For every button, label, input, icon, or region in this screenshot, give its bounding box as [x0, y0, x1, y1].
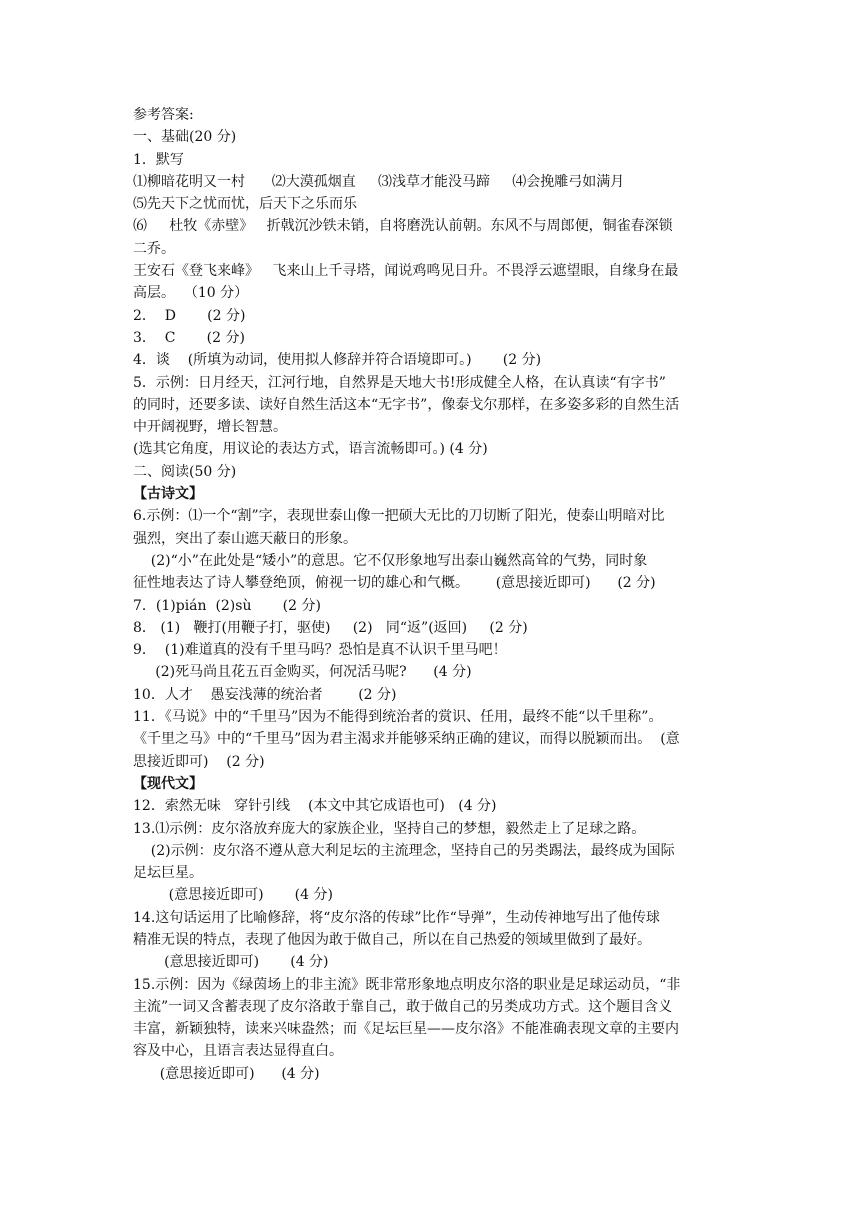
answer-line: 2． D (2 分) [133, 307, 246, 324]
answer-line: 14.这句话运用了比喻修辞，将“皮尔洛的传球”比作“导弹”，生动传神地写出了他传球 [133, 909, 660, 926]
answer-line: 的同时，还要多读、读好自然生活这本“无字书”，像泰戈尔那样，在多姿多彩的自然生活 [133, 396, 680, 413]
section-heading-reading: 二、阅读(50 分) [133, 463, 237, 480]
answer-line: 4．谈 (所填为动词，使用拟人修辞并符合语境即可。) (2 分) [133, 352, 542, 369]
answer-line: 13.⑴示例：皮尔洛放弃庞大的家族企业，坚持自己的梦想，毅然走上了足球之路。 [133, 820, 646, 837]
answer-line: 二乔。 [133, 240, 175, 257]
answer-line: (2)死马尚且花五百金购买，何况活马呢? (4 分) [133, 664, 472, 681]
answer-line: ⑹ 杜牧《赤壁》 折戟沉沙铁未销，自将磨洗认前朝。东风不与周郎便，铜雀春深锁 [133, 218, 673, 235]
answer-line: 11．《马说》中的“千里马”因为不能得到统治者的赏识、任用，最终不能“以千里称”。 [133, 709, 663, 726]
answer-line: ⑴柳暗花明又一村 ⑵大漠孤烟直 ⑶浅草才能没马蹄 ⑷会挽雕弓如满月 [133, 173, 625, 190]
answer-line: 9． (1)难道真的没有千里马吗？恐怕是真不认识千里马吧！ [133, 642, 507, 659]
answer-line: 3． C (2 分) [133, 329, 245, 346]
answer-line: (意思接近即可) (4 分) [133, 1065, 320, 1082]
answer-line: 精准无误的特点，表现了他因为敢于做自己，所以在自己热爱的领域里做到了最好。 [133, 931, 651, 948]
answer-line: 中开阔视野，增长智慧。 [133, 419, 287, 436]
answer-line: 10．人才 愚妄浅薄的统治者 (2 分) [133, 686, 397, 703]
answer-line: 6.示例：⑴一个“割”字，表现世泰山像一把硕大无比的刀切断了阳光，使泰山明暗对比 [133, 508, 665, 525]
answer-line: 7．(1)pián (2)sù (2 分) [133, 597, 321, 614]
answer-line: ⑸先天下之忧而忧，后天下之乐而乐 [133, 196, 357, 213]
answer-line: 12．索然无味 穿针引线 (本文中其它成语也可) (4 分) [133, 798, 497, 815]
doc-title: 参考答案: [133, 107, 194, 123]
answer-line: 思接近即可) (2 分) [133, 753, 265, 770]
answer-line: 强烈，突出了泰山遮天蔽日的形象。 [133, 530, 357, 547]
answer-line: 15.示例：因为《绿茵场上的非主流》既非常形象地点明皮尔洛的职业是足球运动员，“非 [133, 976, 681, 993]
answer-line: 高层。 （10 分） [133, 285, 249, 302]
answer-line: (2)示例：皮尔洛不遵从意大利足坛的主流理念，坚持自己的另类踢法，最终成为国际 [133, 842, 675, 859]
answer-line: 丰富，新颖独特，读来兴味盎然；而《足坛巨星——皮尔洛》不能准确表现文章的主要内 [133, 1021, 679, 1038]
answer-line: 容及中心，且语言表达显得直白。 [133, 1043, 343, 1060]
answer-key-body [133, 104, 733, 1085]
subsection-heading-modern: 【现代文】 [133, 775, 203, 792]
question-1-heading: 1．默写 [133, 151, 184, 168]
answer-line: 主流”一词又含蓄表现了皮尔洛敢于靠自己，敢于做自己的另类成功方式。这个题目含义 [133, 998, 673, 1015]
section-heading-basics: 一、基础(20 分) [133, 129, 237, 146]
answer-line: 足坛巨星。 [133, 865, 203, 882]
answer-line: 征性地表达了诗人攀登绝顶，俯视一切的雄心和气概。 (意思接近即可) (2 分) [133, 575, 656, 592]
answer-line: 8． (1) 鞭打(用鞭子打，驱使) (2) 同“返”(返回) (2 分) [133, 619, 528, 636]
answer-line: (意思接近即可) (4 分) [133, 954, 329, 971]
subsection-heading-classical: 【古诗文】 [133, 486, 203, 503]
answer-line: 《千里之马》中的“千里马”因为君主渴求并能够采纳正确的建议，而得以脱颖而出。 (意 [133, 731, 680, 748]
answer-line: 5．示例：日月经天，江河行地，自然界是天地大书!形成健全人格，在认真读“有字书” [133, 374, 666, 391]
answer-line: (选其它角度，用议论的表达方式，语言流畅即可。) (4 分) [133, 441, 488, 458]
answer-line: 王安石《登飞来峰》 飞来山上千寻塔，闻说鸡鸣见日升。不畏浮云遮望眼，自缘身在最 [133, 263, 679, 280]
answer-line: (2)“小”在此处是“矮小”的意思。它不仅形象地写出泰山巍然高耸的气势，同时象 [133, 552, 648, 569]
answer-line: (意思接近即可) (4 分) [133, 887, 333, 904]
